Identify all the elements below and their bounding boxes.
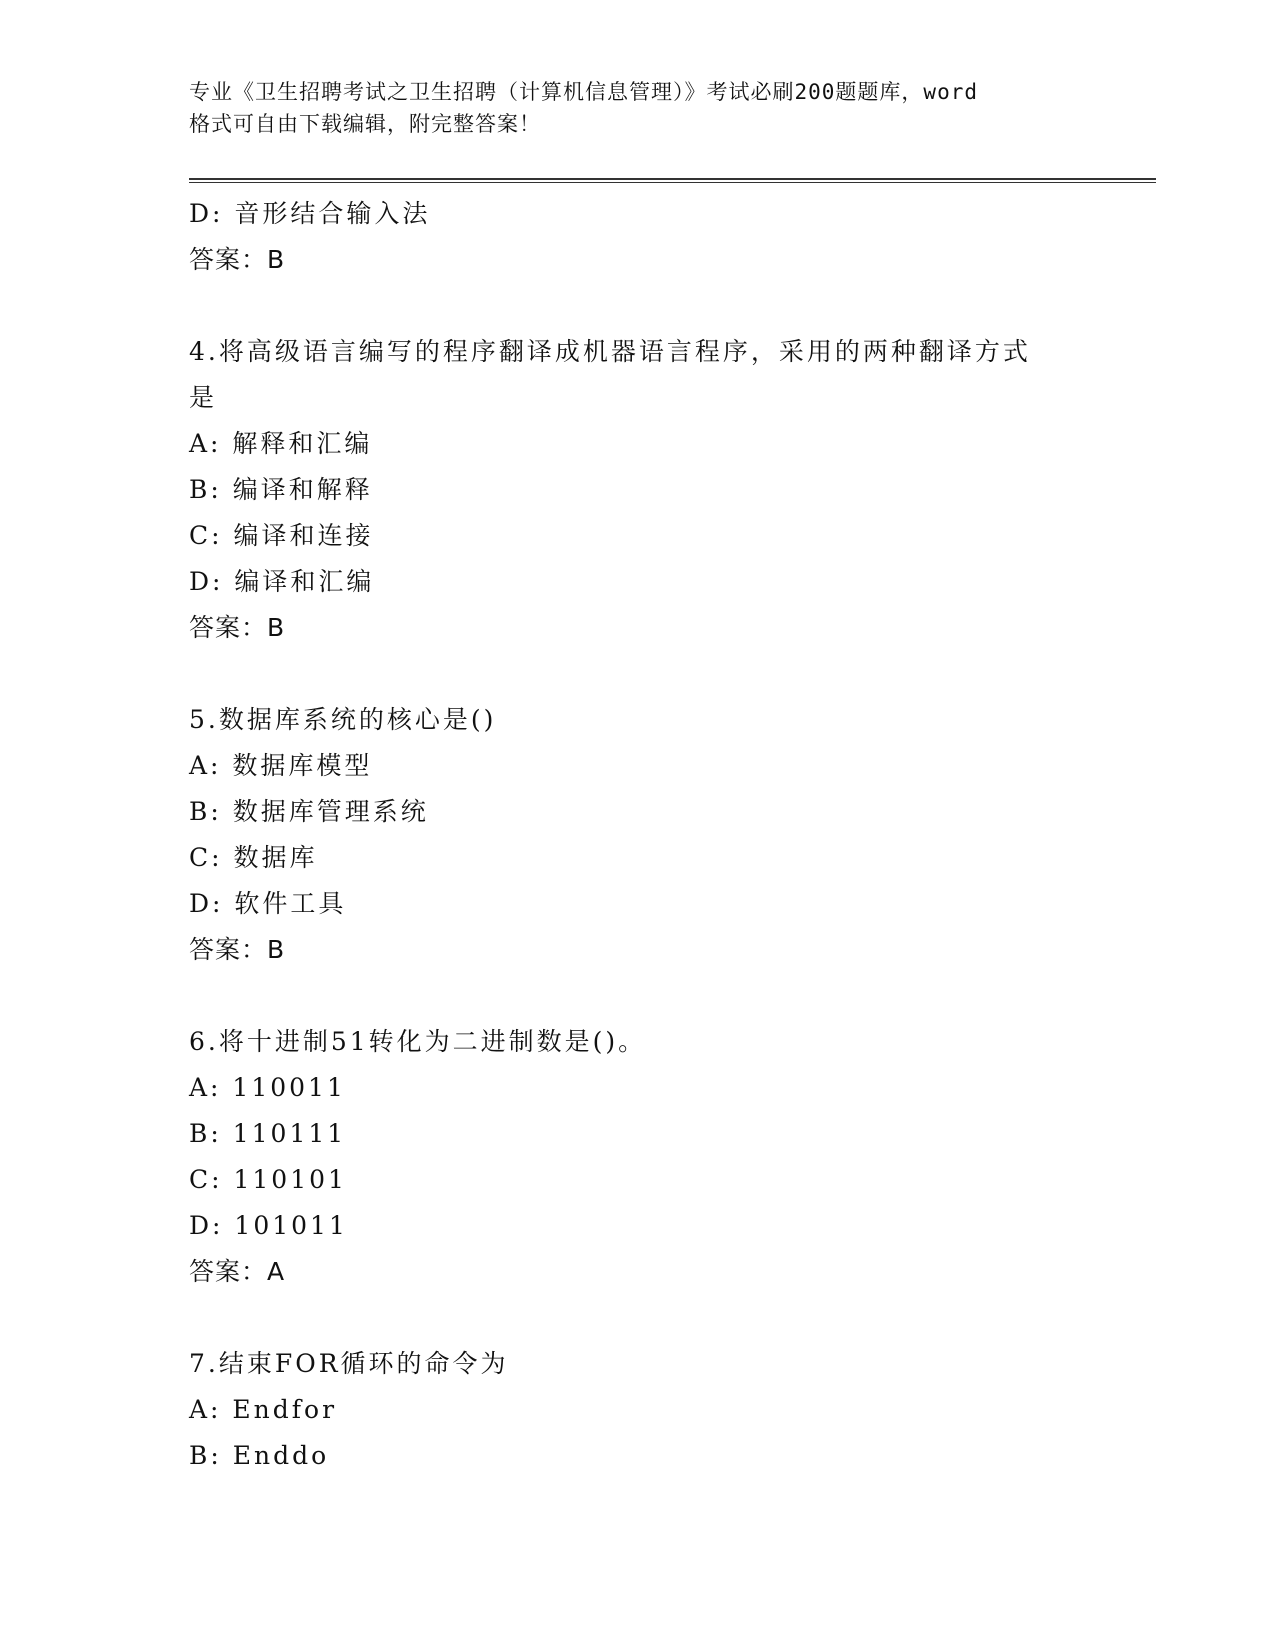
question-5-answer: 答案：B	[189, 935, 286, 964]
question-6-option-c: C: 110101	[189, 1165, 347, 1194]
question-5-option-b: B: 数据库管理系统	[189, 797, 429, 826]
question-6-option-a: A: 110011	[189, 1073, 346, 1102]
question-7-text: 7.结束FOR循环的命令为	[189, 1349, 509, 1378]
question-4-option-b: B: 编译和解释	[189, 475, 373, 504]
question-4-option-d: D: 编译和汇编	[189, 567, 375, 596]
spacer	[189, 1295, 1089, 1341]
question-5-option-d: D: 软件工具	[189, 889, 347, 918]
question-5-text: 5.数据库系统的核心是()	[189, 705, 497, 734]
question-7-option-b: B: Enddo	[189, 1441, 330, 1470]
spacer	[189, 283, 1089, 329]
question-6-option-b: B: 110111	[189, 1119, 347, 1148]
spacer	[189, 973, 1089, 1019]
prev-answer: 答案：B	[189, 245, 286, 274]
question-6-answer: 答案：A	[189, 1257, 286, 1286]
question-6-text: 6.将十进制51转化为二进制数是()。	[189, 1027, 647, 1056]
question-4-option-c: C: 编译和连接	[189, 521, 374, 550]
question-5-option-c: C: 数据库	[189, 843, 318, 872]
question-6	[189, 1019, 1089, 1295]
question-5-option-a: A: 数据库模型	[189, 751, 373, 780]
question-4-answer: 答案：B	[189, 613, 286, 642]
document-header	[189, 76, 1089, 140]
question-4-option-a: A: 解释和汇编	[189, 429, 373, 458]
question-5	[189, 697, 1089, 973]
question-7-option-a: A: Endfor	[189, 1395, 338, 1424]
prev-option-d: D: 音形结合输入法	[189, 199, 431, 228]
question-4	[189, 329, 1089, 651]
question-list	[189, 191, 1089, 1479]
question-4-text-line-2: 是	[189, 383, 218, 412]
question-4-text-line-1: 4.将高级语言编写的程序翻译成机器语言程序，采用的两种翻译方式	[189, 337, 1031, 366]
header-divider	[189, 178, 1156, 183]
spacer	[189, 651, 1089, 697]
question-6-option-d: D: 101011	[189, 1211, 348, 1240]
question-7	[189, 1341, 1089, 1479]
header-line-2: 格式可自由下载编辑，附完整答案！	[189, 112, 541, 136]
header-line-1: 专业《卫生招聘考试之卫生招聘（计算机信息管理）》考试必刷200题题库，word	[189, 80, 978, 104]
